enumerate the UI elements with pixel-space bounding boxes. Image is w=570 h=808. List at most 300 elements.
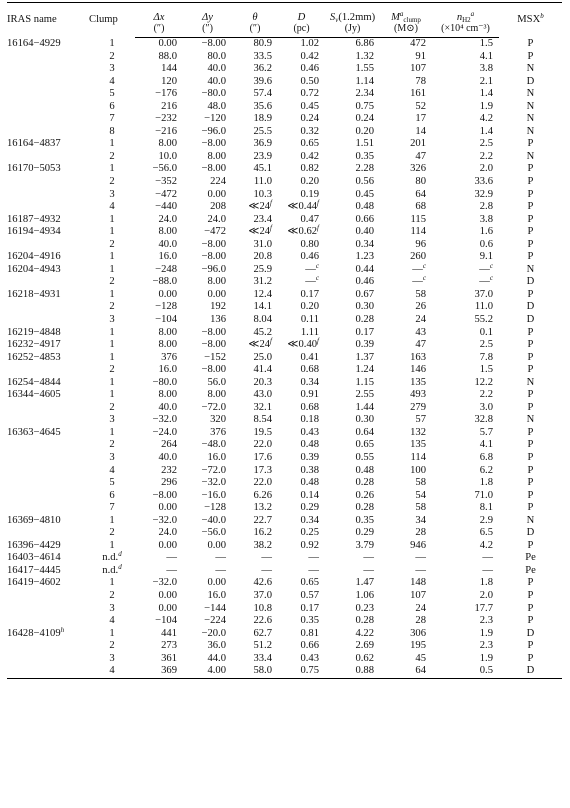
cell-dx: 376 [161,351,177,363]
cell-clump: 1 [109,627,115,639]
cell-dy: −8.00 [201,364,226,376]
cell-dx: — [166,564,177,576]
cell-theta: 16.2 [253,527,272,539]
cell-dx: −88.0 [152,276,177,288]
cell-theta: 36.9 [253,138,272,150]
cell-diameter: 0.11 [300,314,319,325]
cell-clump: 2 [109,238,115,250]
cell-dy: 224 [210,175,226,187]
cell-dy: 40.0 [207,63,226,75]
cell-mass: 58 [415,502,426,514]
cell-density: 4.2 [479,113,493,125]
cell-density: 2.0 [479,163,493,175]
cell-clump: 3 [109,63,115,75]
cell-mass: 115 [410,213,426,225]
cell-clump: 1 [109,37,115,49]
cell-clump: 3 [109,414,115,426]
col-header-iras-name: IRAS name [7,3,89,38]
cell-msx: P [527,175,534,187]
cell-dx: 273 [161,640,177,652]
cell-flux: 0.88 [325,665,380,678]
cell-theta: 25.5 [253,125,272,137]
cell-msx: P [527,502,534,514]
cell-dx: −176 [155,88,177,100]
cell-flux: 6.86 [355,37,374,49]
cell-clump: 1 [109,577,115,589]
cell-iras-name [7,176,89,189]
cell-flux: 0.35 [355,150,374,162]
cell-dy: 192 [210,301,226,313]
cell-theta: 31.2 [253,276,272,288]
table-row [7,427,562,440]
cell-mass: 78 [415,75,426,87]
cell-iras-name [7,126,89,139]
col-header-mass: $M^a_{clump}$ [380,3,432,25]
col-header-dx: Δx [135,3,183,25]
cell-density: 0.1 [479,326,493,338]
cell-density: 3.8 [479,63,493,75]
cell-flux: — [363,552,374,564]
cell-dy: 56.0 [207,376,226,388]
cell-density: 6.2 [479,464,493,476]
cell-msx: P [527,288,534,300]
cell-clump: 6 [109,100,115,112]
cell-flux: 0.17 [355,326,374,338]
cell-theta: ≪24$^f$ [248,199,272,213]
table-row [7,465,562,478]
cell-density: 17.7 [474,602,493,614]
cell-dx: −56.0 [152,163,177,175]
cell-iras-name [7,440,89,453]
table-row [7,502,562,515]
cell-iras-name [7,201,89,214]
cell-theta: — [261,564,272,576]
table-row [7,665,562,678]
cell-mass: 135 [410,376,426,388]
cell-density: 1.8 [479,477,493,489]
cell-theta: 25.9 [253,263,272,275]
cell-msx: P [527,251,534,263]
cell-flux: 1.24 [355,364,374,376]
table-row [7,377,562,390]
table-row [7,113,562,126]
table-row [7,364,562,377]
cell-iras-name [7,51,89,64]
col-header-theta: θ [232,3,278,25]
cell-dx: 40.0 [158,238,177,250]
cell-iras-name: 16403−4614 [7,552,61,564]
col-header-diameter: D [278,3,325,25]
table-row [7,38,562,51]
cell-density: 3.0 [479,401,493,413]
cell-diameter: — [308,564,319,576]
cell-theta: 45.2 [253,326,272,338]
cell-diameter: ≪0.40$^f$ [287,337,319,351]
cell-flux: 0.24 [355,113,374,125]
cell-iras-name [7,490,89,503]
cell-density: — [482,564,493,576]
cell-density: —$^c$ [479,274,493,288]
cell-dx: 40.0 [158,401,177,413]
cell-density: 0.6 [479,238,493,250]
cell-mass: 161 [410,88,426,100]
cell-flux: 0.44 [355,263,374,275]
cell-diameter: 0.35 [300,615,319,627]
cell-msx: D [526,527,535,539]
cell-msx: P [527,364,534,376]
cell-dx: −472 [155,188,177,200]
cell-density: 4.2 [479,539,493,551]
cell-iras-name [7,465,89,478]
cell-mass: 64 [415,188,426,200]
cell-theta: ≪24$^f$ [248,224,272,238]
cell-flux: 2.34 [355,88,374,100]
cell-mass: 195 [410,640,426,652]
cell-diameter: 0.65 [300,577,319,589]
cell-theta: 35.6 [253,100,272,112]
cell-dx: 264 [161,439,177,451]
cell-dy: 80.0 [207,50,226,62]
cell-dx: −32.0 [152,514,177,526]
cell-theta: 23.4 [253,213,272,225]
cell-theta: 23.9 [253,150,272,162]
table-row [7,540,562,553]
cell-clump: 2 [109,175,115,187]
cell-dx: 120 [161,75,177,87]
table-row [7,239,562,252]
cell-density: 1.9 [479,100,493,112]
table-row [7,264,562,277]
cell-clump: 3 [109,314,115,325]
cell-clump: 1 [109,339,115,351]
table-row [7,126,562,139]
cell-theta: 51.2 [253,640,272,652]
cell-dx: −24.0 [152,426,177,438]
cell-iras-name [7,527,89,540]
cell-msx: P [527,339,534,351]
cell-iras-name [7,665,89,678]
cell-mass: — [415,564,426,576]
cell-msx: P [527,477,534,489]
cell-mass: 58 [415,477,426,489]
cell-dx: 8.00 [158,326,177,338]
cell-mass: 107 [410,63,426,75]
cell-clump: 1 [109,514,115,526]
cell-dy: −80.0 [201,88,226,100]
cell-dx: 369 [135,665,183,678]
cell-dx: −352 [155,175,177,187]
cell-dx: −104 [155,615,177,627]
cell-diameter: 0.81 [300,627,319,639]
cell-iras-name: 16254−4844 [7,376,61,388]
cell-theta: 32.1 [253,401,272,413]
cell-diameter: 0.39 [300,452,319,464]
table-row [7,314,562,327]
cell-theta: 22.0 [253,477,272,489]
cell-theta: 25.0 [253,351,272,363]
cell-theta: 42.6 [253,577,272,589]
cell-density: 32.8 [474,414,493,426]
cell-iras-name [7,640,89,653]
cell-dx: −440 [155,201,177,213]
cell-iras-name: 16187−4932 [7,213,61,225]
cell-diameter: 0.29 [300,502,319,514]
cell-iras-name: 16194−4934 [7,226,61,238]
cell-mass: 34 [415,514,426,526]
cell-theta: 19.5 [253,426,272,438]
cell-theta: 22.7 [253,514,272,526]
cell-dx: — [166,552,177,564]
cell-mass: 100 [410,464,426,476]
cell-dy: 8.00 [207,389,226,401]
cell-density: 2.8 [479,201,493,213]
cell-dy: −8.00 [201,238,226,250]
cell-msx: P [527,615,534,627]
cell-flux: 0.29 [355,527,374,539]
cell-clump: 1 [109,389,115,401]
cell-theta: 38.2 [253,539,272,551]
cell-dx: −80.0 [152,376,177,388]
cell-msx: D [499,665,562,678]
cell-iras-name: 16369−4810 [7,514,61,526]
cell-theta: 17.6 [253,452,272,464]
cell-dy: 8.00 [207,150,226,162]
table-row [7,189,562,202]
cell-theta: 57.4 [253,88,272,100]
cell-iras-name [7,502,89,515]
cell-flux: 4.22 [355,627,374,639]
cell-clump: n.d.$^d$ [102,562,122,576]
cell-mass: 17 [415,113,426,125]
cell-diameter: 0.42 [300,150,319,162]
cell-density: 1.9 [479,627,493,639]
cell-dy: 4.00 [183,665,232,678]
table-row [7,163,562,176]
cell-diameter: 0.34 [300,376,319,388]
cell-clump: 4 [109,615,115,627]
cell-msx: N [526,150,535,162]
cell-mass: 47 [415,150,426,162]
cell-theta: — [261,552,272,564]
cell-iras-name [7,477,89,490]
cell-clump: 7 [109,113,115,125]
cell-mass: —$^c$ [412,274,426,288]
cell-iras-name [7,239,89,252]
cell-iras-name: 16363−4645 [7,426,61,438]
cell-msx: N [526,125,535,137]
cell-iras-name [7,63,89,76]
cell-theta: 33.4 [253,652,272,664]
cell-msx: N [526,63,535,75]
cell-flux: 1.14 [355,75,374,87]
table-row [7,653,562,666]
cell-mass: 43 [415,326,426,338]
unit-dy: (″) [183,24,232,38]
cell-flux: 1.47 [355,577,374,589]
table-row [7,414,562,427]
cell-dy: −96.0 [201,263,226,275]
cell-diameter: 0.34 [300,514,319,526]
cell-dx: −32.0 [152,577,177,589]
cell-diameter: 0.47 [300,213,319,225]
cell-clump: 8 [109,125,115,137]
cell-dy: −40.0 [201,514,226,526]
cell-flux: 0.23 [355,602,374,614]
cell-density: 2.0 [479,590,493,602]
cell-flux: 0.34 [355,238,374,250]
table-row [7,352,562,365]
cell-dy: 8.00 [207,276,226,288]
cell-flux: 0.39 [355,339,374,351]
cell-dx: 0.00 [158,590,177,602]
table-row [7,138,562,151]
table-row [7,452,562,465]
cell-dx: −216 [155,125,177,137]
cell-dx: 16.0 [158,364,177,376]
cell-flux: 0.28 [355,477,374,489]
cell-clump: 1 [109,376,115,388]
cell-dx: 0.00 [158,602,177,614]
cell-density: 55.2 [474,314,493,325]
cell-flux: 0.46 [355,276,374,288]
cell-flux: 0.45 [355,188,374,200]
unit-flux: (Jy) [325,24,380,38]
cell-mass: 24 [415,314,426,325]
cell-flux: 1.32 [355,50,374,62]
cell-density: 1.5 [479,37,493,49]
cell-dx: 24.0 [158,527,177,539]
table-row [7,603,562,616]
cell-mass: 47 [415,339,426,351]
cell-flux: 0.55 [355,452,374,464]
cell-flux: 1.44 [355,401,374,413]
cell-dy: −8.00 [201,339,226,351]
cell-diameter: 0.91 [300,389,319,401]
cell-dx: 8.00 [158,226,177,238]
cell-clump: 4 [89,665,135,678]
cell-msx: N [526,113,535,125]
cell-clump: n.d.$^d$ [102,550,122,564]
cell-clump: 1 [109,251,115,263]
cell-iras-name [7,151,89,164]
cell-dy: −72.0 [201,401,226,413]
cell-dx: 16.0 [158,251,177,263]
cell-clump: 1 [109,263,115,275]
cell-flux: 1.15 [355,376,374,388]
cell-diameter: 0.68 [300,401,319,413]
cell-clump: 5 [109,477,115,489]
cell-dy: 24.0 [207,213,226,225]
cell-dy: −144 [204,602,226,614]
cell-iras-name [7,590,89,603]
cell-iras-name: 16232−4917 [7,339,61,351]
cell-iras-name [7,452,89,465]
unit-density: (×10⁴ cm⁻³) [432,24,499,38]
cell-flux: 0.28 [355,502,374,514]
cell-dy: −472 [204,226,226,238]
cell-diameter: 0.66 [300,640,319,652]
cell-density: 6.8 [479,452,493,464]
cell-iras-name: 16417−4445 [7,564,61,576]
cell-iras-name [7,402,89,415]
cell-density: 2.1 [479,75,493,87]
col-header-dy: Δy [183,3,232,25]
cell-iras-name: 16170−5053 [7,163,61,175]
cell-mass: 14 [415,125,426,137]
cell-iras-name [7,76,89,89]
cell-dy: −8.00 [201,251,226,263]
cell-dy: −120 [204,113,226,125]
table-row [7,640,562,653]
cell-mass: 260 [410,251,426,263]
cell-flux: 0.40 [355,226,374,238]
cell-msx: P [527,602,534,614]
cell-dy: 320 [210,414,226,426]
cell-diameter: 0.48 [300,477,319,489]
cell-mass: 107 [410,590,426,602]
cell-mass: 45 [415,652,426,664]
cell-flux: 1.23 [355,251,374,263]
cell-theta: 41.4 [253,364,272,376]
cell-dx: −104 [155,314,177,325]
cell-density: 3.8 [479,213,493,225]
cell-density: —$^c$ [479,261,493,275]
cell-flux: 0.62 [355,652,374,664]
table-row [7,477,562,490]
table-row [7,214,562,227]
cell-mass: 96 [415,238,426,250]
table-row [7,327,562,340]
cell-clump: 2 [109,364,115,376]
cell-iras-name [7,653,89,666]
cell-clump: 1 [109,138,115,150]
cell-msx: D [526,314,535,325]
cell-dx: 441 [161,627,177,639]
cell-msx: P [527,188,534,200]
cell-density: 0.5 [432,665,499,678]
cell-iras-name: 16396−4429 [7,539,61,551]
cell-msx: P [527,351,534,363]
cell-diameter: 1.11 [300,326,319,338]
cell-msx: P [527,652,534,664]
cell-msx: P [527,590,534,602]
table-row [7,440,562,453]
table-row [7,552,562,565]
cell-density: 1.4 [479,88,493,100]
cell-dy: — [215,564,226,576]
cell-diameter: —$^c$ [305,274,319,288]
cell-diameter: 0.42 [300,50,319,62]
cell-dy: −96.0 [201,125,226,137]
cell-msx: P [527,326,534,338]
cell-density: 4.1 [479,439,493,451]
cell-dy: 0.00 [207,539,226,551]
cell-dy: 376 [210,426,226,438]
cell-mass: 279 [410,401,426,413]
cell-msx: N [526,263,535,275]
cell-iras-name [7,301,89,314]
cell-clump: 3 [109,452,115,464]
cell-dy: −16.0 [201,489,226,501]
cell-diameter: 0.41 [300,351,319,363]
cell-mass: 114 [410,452,426,464]
cell-density: 1.9 [479,652,493,664]
cell-theta: 10.3 [253,188,272,200]
cell-dy: −32.0 [201,477,226,489]
cell-msx: D [526,276,535,288]
cell-flux: 3.79 [355,539,374,551]
cell-clump: 1 [109,326,115,338]
